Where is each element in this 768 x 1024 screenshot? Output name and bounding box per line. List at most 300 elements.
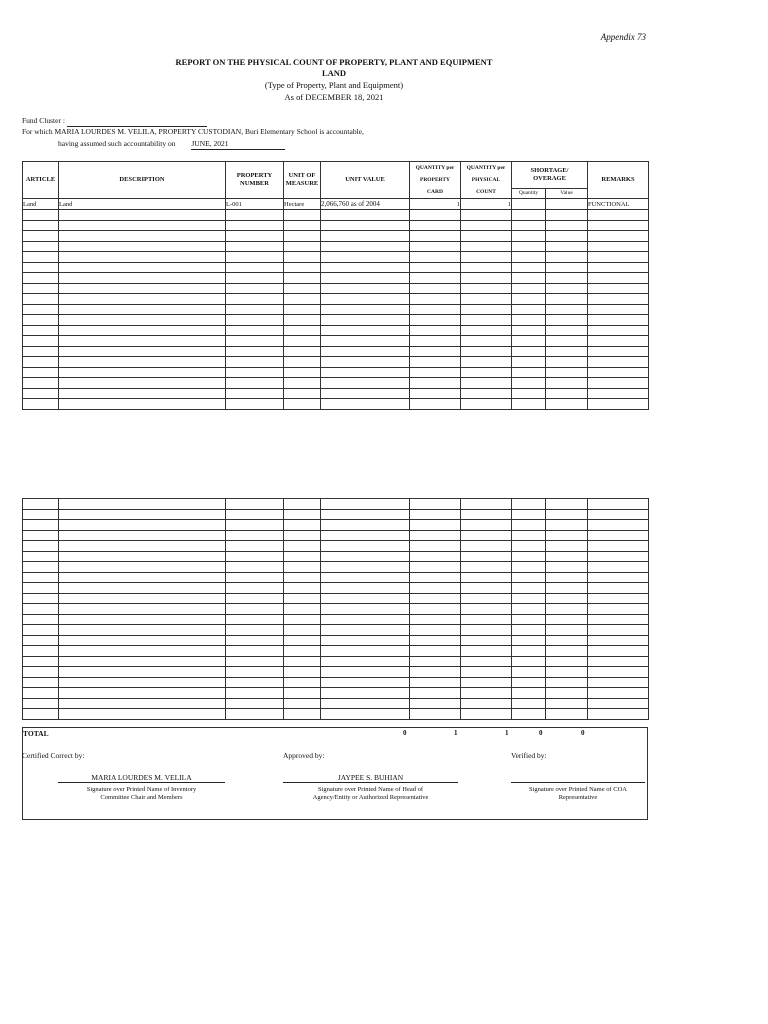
table-cell (410, 509, 461, 520)
table-cell (588, 499, 649, 510)
table-cell (23, 572, 59, 583)
table-row (23, 388, 649, 399)
table-cell (284, 509, 321, 520)
table-row (23, 378, 649, 389)
table-cell (410, 688, 461, 699)
table-row (23, 572, 649, 583)
table-cell (226, 399, 284, 410)
table-cell (226, 541, 284, 552)
table-cell (321, 656, 410, 667)
verified-name-line (511, 773, 645, 783)
table-cell (226, 562, 284, 573)
table-cell (512, 499, 546, 510)
table-cell (23, 336, 59, 347)
table-row (23, 614, 649, 625)
table-cell (461, 231, 512, 242)
table-row (23, 635, 649, 646)
table-cell (23, 604, 59, 615)
table-cell (23, 304, 59, 315)
table-cell (321, 220, 410, 231)
table-row (23, 231, 649, 242)
table-cell (321, 520, 410, 531)
table-cell (321, 614, 410, 625)
table-cell (461, 698, 512, 709)
table-cell (23, 283, 59, 294)
table-cell (284, 593, 321, 604)
table-cell (410, 593, 461, 604)
table-row (23, 551, 649, 562)
table-cell (284, 325, 321, 336)
table-cell (59, 520, 226, 531)
table-cell (23, 520, 59, 531)
table-cell (546, 667, 588, 678)
approved-caption (275, 786, 466, 802)
table-cell (512, 262, 546, 273)
table-row (23, 509, 649, 520)
table-cell (321, 378, 410, 389)
table-cell (23, 294, 59, 305)
table-cell (410, 315, 461, 326)
table-cell (546, 499, 588, 510)
table-cell (23, 688, 59, 699)
table-cell (284, 646, 321, 657)
table-cell (321, 499, 410, 510)
approved-caption-1: Signature over Printed Name of Head of (317, 786, 424, 793)
header-qty-phys-3: COUNT (476, 189, 496, 195)
table-cell (410, 262, 461, 273)
row-qty-physical: 1 (461, 199, 512, 210)
table-cell (321, 346, 410, 357)
table-cell (23, 593, 59, 604)
table-row (23, 656, 649, 667)
table-cell (546, 262, 588, 273)
table-cell (512, 304, 546, 315)
table-cell (512, 252, 546, 263)
table-cell (284, 625, 321, 636)
table-cell (461, 709, 512, 720)
table-cell (226, 262, 284, 273)
table-cell (546, 509, 588, 520)
table-cell (512, 625, 546, 636)
table-cell (410, 304, 461, 315)
report-title: REPORT ON THE PHYSICAL COUNT OF PROPERTY, PLANT AND EQUIPMENT (175, 57, 493, 67)
header-article: ARTICLE (23, 162, 59, 199)
table-cell (284, 604, 321, 615)
table-cell (410, 541, 461, 552)
table-cell (588, 677, 649, 688)
table-cell (588, 509, 649, 520)
table-cell (284, 562, 321, 573)
assumed-line (58, 139, 285, 150)
table-cell (226, 283, 284, 294)
table-cell (23, 499, 59, 510)
table-cell (512, 530, 546, 541)
table-cell (461, 220, 512, 231)
table-cell (546, 646, 588, 657)
table-cell (321, 646, 410, 657)
table-cell (284, 677, 321, 688)
table-cell (226, 294, 284, 305)
table-cell (410, 646, 461, 657)
table-row (23, 325, 649, 336)
table-cell (321, 604, 410, 615)
row-shortage-qty (512, 199, 546, 210)
table-cell (512, 604, 546, 615)
table-cell (284, 357, 321, 368)
table-cell (284, 499, 321, 510)
verified-caption-2: Representative (558, 794, 598, 801)
table-cell (410, 499, 461, 510)
table-cell (410, 583, 461, 594)
table-cell (284, 304, 321, 315)
row-article: Land (23, 199, 59, 210)
table-cell (284, 635, 321, 646)
table-cell (321, 283, 410, 294)
table-cell (546, 220, 588, 231)
table-cell (588, 231, 649, 242)
table-cell (284, 294, 321, 305)
report-subtitle: LAND (321, 68, 347, 78)
total-shortage-qty: 0 (539, 729, 543, 737)
table-cell (546, 604, 588, 615)
table-cell (226, 677, 284, 688)
table-cell (546, 614, 588, 625)
table-cell (512, 541, 546, 552)
table-cell (461, 325, 512, 336)
table-row (23, 646, 649, 657)
table-cell (410, 336, 461, 347)
table-cell (23, 635, 59, 646)
table-cell (59, 346, 226, 357)
table-cell (321, 325, 410, 336)
table-cell (461, 667, 512, 678)
table-cell (512, 551, 546, 562)
table-cell (321, 294, 410, 305)
table-cell (23, 614, 59, 625)
table-cell (512, 336, 546, 347)
table-cell (588, 709, 649, 720)
table-cell (284, 231, 321, 242)
table-row (23, 210, 649, 221)
table-cell (59, 614, 226, 625)
table-row (23, 262, 649, 273)
table-cell (284, 572, 321, 583)
table-cell (546, 315, 588, 326)
table-cell (59, 688, 226, 699)
table-cell (546, 562, 588, 573)
table-cell (321, 551, 410, 562)
table-cell (588, 635, 649, 646)
table-cell (23, 562, 59, 573)
table-cell (410, 231, 461, 242)
table-cell (512, 572, 546, 583)
table-cell (546, 304, 588, 315)
total-qty-card: 1 (454, 729, 458, 737)
table-cell (588, 262, 649, 273)
table-cell (410, 562, 461, 573)
table-cell (284, 614, 321, 625)
table-cell (588, 656, 649, 667)
table-cell (588, 388, 649, 399)
table-cell (59, 625, 226, 636)
table-cell (226, 241, 284, 252)
table-cell (410, 252, 461, 263)
certified-caption-2: Committee Chair and Members (100, 794, 183, 801)
row-description: Land (59, 199, 226, 210)
table-cell (410, 220, 461, 231)
table-cell (410, 667, 461, 678)
table-cell (461, 399, 512, 410)
table-cell (321, 304, 410, 315)
table-cell (284, 346, 321, 357)
table-cell (226, 336, 284, 347)
table-cell (284, 656, 321, 667)
table-row (23, 520, 649, 531)
table-cell (588, 520, 649, 531)
table-cell (59, 378, 226, 389)
approved-label: Approved by: (283, 751, 325, 760)
table-cell (284, 688, 321, 699)
table-cell (284, 388, 321, 399)
fund-cluster-label: Fund Cluster : (22, 116, 65, 125)
row-unit-value: 2,066,760 as of 2004 (321, 199, 410, 210)
table-cell (546, 709, 588, 720)
table-cell (512, 325, 546, 336)
table-cell (461, 210, 512, 221)
table-cell (284, 262, 321, 273)
table-cell (226, 688, 284, 699)
table-cell (588, 210, 649, 221)
table-cell (226, 530, 284, 541)
table-cell (546, 378, 588, 389)
table-cell (226, 357, 284, 368)
table-cell (321, 698, 410, 709)
table-row (23, 252, 649, 263)
table-cell (284, 667, 321, 678)
table-cell (59, 273, 226, 284)
table-row (23, 688, 649, 699)
table-cell (226, 378, 284, 389)
table-cell (226, 315, 284, 326)
table-row (23, 499, 649, 510)
table-cell (321, 667, 410, 678)
table-cell (512, 399, 546, 410)
table-cell (588, 551, 649, 562)
table-cell (588, 252, 649, 263)
table-cell (512, 315, 546, 326)
table-row (23, 667, 649, 678)
table-cell (546, 677, 588, 688)
table-cell (226, 325, 284, 336)
table-row (23, 625, 649, 636)
table-cell (59, 646, 226, 657)
table-cell (59, 367, 226, 378)
table-cell (410, 357, 461, 368)
table-cell (321, 509, 410, 520)
table-cell (546, 283, 588, 294)
table-cell (588, 336, 649, 347)
table-cell (461, 283, 512, 294)
table-cell (226, 709, 284, 720)
table-cell (546, 541, 588, 552)
table-cell (284, 378, 321, 389)
table-cell (512, 646, 546, 657)
table-row (23, 593, 649, 604)
table-cell (59, 667, 226, 678)
table-cell (512, 283, 546, 294)
table-cell (461, 646, 512, 657)
table-cell (59, 604, 226, 615)
table-cell (226, 520, 284, 531)
table-cell (512, 378, 546, 389)
table-cell (461, 593, 512, 604)
table-cell (588, 698, 649, 709)
table-cell (410, 210, 461, 221)
table-cell (59, 283, 226, 294)
table-row (23, 583, 649, 594)
table-cell (59, 241, 226, 252)
table-cell (410, 656, 461, 667)
total-unit-value: 0 (403, 729, 407, 737)
table-cell (410, 346, 461, 357)
verified-caption (507, 786, 649, 802)
table-cell (512, 220, 546, 231)
table-cell (23, 210, 59, 221)
header-shortage: SHORTAGE/ OVERAGE (512, 162, 588, 189)
table-cell (321, 530, 410, 541)
table-cell (284, 583, 321, 594)
row-qty-card: 1 (410, 199, 461, 210)
table-cell (588, 325, 649, 336)
table-cell (512, 709, 546, 720)
table-cell (23, 709, 59, 720)
table-cell (461, 304, 512, 315)
table-cell (588, 667, 649, 678)
row-shortage-value (546, 199, 588, 210)
table-cell (546, 583, 588, 594)
table-cell (226, 572, 284, 583)
table-cell (23, 625, 59, 636)
table-cell (512, 635, 546, 646)
table-cell (410, 325, 461, 336)
table-cell (410, 273, 461, 284)
table-cell (59, 388, 226, 399)
table-cell (226, 635, 284, 646)
table-row (23, 367, 649, 378)
table-cell (512, 231, 546, 242)
table-cell (410, 614, 461, 625)
table-cell (461, 677, 512, 688)
table-cell (410, 378, 461, 389)
table-cell (321, 677, 410, 688)
table-cell (321, 562, 410, 573)
table-cell (410, 294, 461, 305)
table-cell (410, 520, 461, 531)
table-cell (23, 231, 59, 242)
header-description: DESCRIPTION (59, 162, 226, 199)
table-cell (284, 367, 321, 378)
table-cell (461, 562, 512, 573)
table-cell (284, 541, 321, 552)
table-cell (512, 210, 546, 221)
table-cell (59, 530, 226, 541)
table-cell (546, 399, 588, 410)
table-cell (226, 499, 284, 510)
header-remarks: REMARKS (588, 162, 649, 199)
table-cell (321, 688, 410, 699)
table-cell (461, 273, 512, 284)
table-cell (588, 220, 649, 231)
table-cell (461, 509, 512, 520)
table-cell (23, 357, 59, 368)
table-cell (59, 262, 226, 273)
table-cell (321, 210, 410, 221)
table-cell (512, 667, 546, 678)
table-cell (59, 698, 226, 709)
header-qty-physical (461, 162, 512, 199)
table-cell (461, 583, 512, 594)
inventory-table (22, 161, 649, 410)
table-cell (321, 241, 410, 252)
table-row (23, 241, 649, 252)
table-cell (23, 541, 59, 552)
table-cell (321, 583, 410, 594)
table-cell (512, 509, 546, 520)
table-cell (588, 346, 649, 357)
table-cell (59, 635, 226, 646)
table-cell (23, 530, 59, 541)
table-cell (461, 357, 512, 368)
table-cell (23, 367, 59, 378)
table-cell (226, 304, 284, 315)
table-cell (59, 509, 226, 520)
table-cell (226, 667, 284, 678)
table-cell (226, 367, 284, 378)
table-cell (226, 346, 284, 357)
table-cell (461, 572, 512, 583)
approved-caption-2: Agency/Entity or Authorized Representative (312, 794, 429, 801)
table-cell (410, 625, 461, 636)
table-cell (59, 399, 226, 410)
table-cell (588, 399, 649, 410)
table-cell (321, 635, 410, 646)
table-cell (588, 625, 649, 636)
table-cell (226, 551, 284, 562)
table-cell (23, 656, 59, 667)
table-cell (321, 388, 410, 399)
table-cell (588, 283, 649, 294)
table-cell (321, 541, 410, 552)
header-quantity: Quantity (512, 188, 546, 198)
table-cell (59, 210, 226, 221)
table-cell (284, 551, 321, 562)
table-cell (23, 378, 59, 389)
table-row (23, 677, 649, 688)
table-cell (512, 614, 546, 625)
table-cell (284, 210, 321, 221)
total-label: TOTAL (23, 729, 49, 738)
table-row (23, 399, 649, 410)
table-cell (59, 325, 226, 336)
table-cell (23, 325, 59, 336)
table-cell (59, 541, 226, 552)
table-cell (546, 656, 588, 667)
table-cell (321, 625, 410, 636)
table-cell (410, 635, 461, 646)
table-cell (512, 520, 546, 531)
table-cell (410, 399, 461, 410)
table-cell (410, 283, 461, 294)
